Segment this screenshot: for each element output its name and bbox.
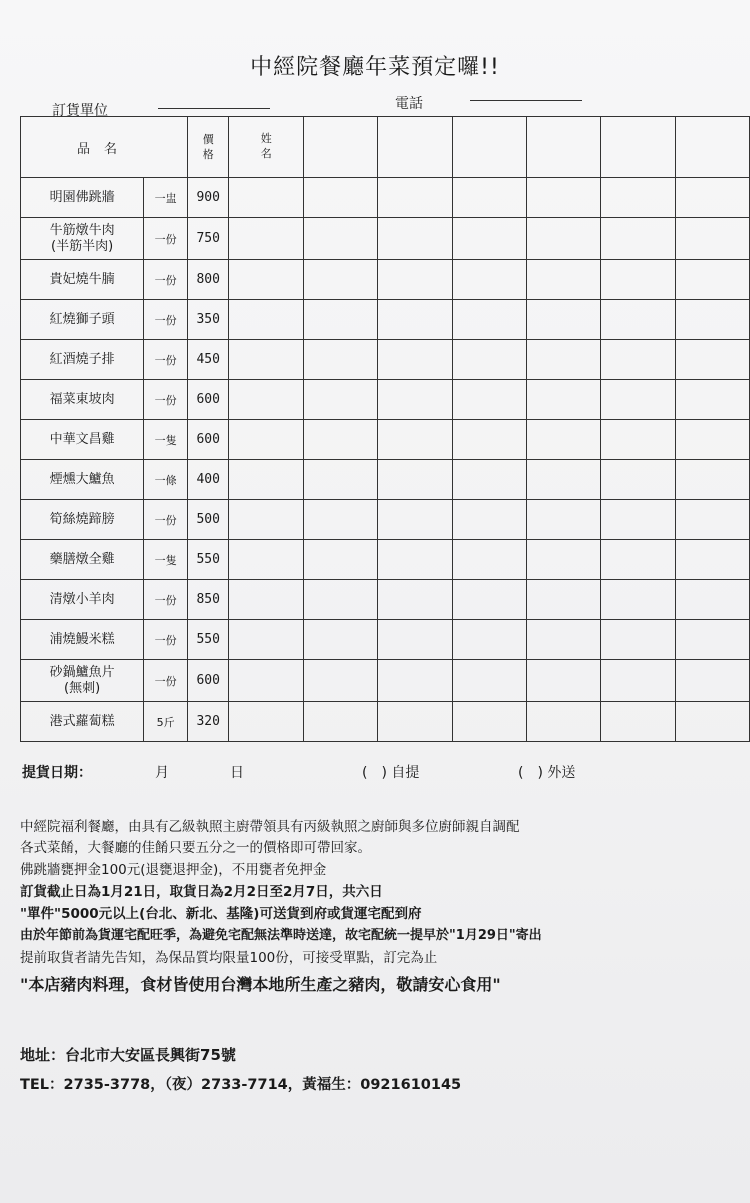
order-table xyxy=(20,116,750,742)
item-unit: 一份 xyxy=(144,300,188,340)
quantity-entry-cell[interactable] xyxy=(675,500,749,540)
quantity-entry-cell[interactable] xyxy=(378,460,452,500)
quantity-entry-cell[interactable] xyxy=(675,340,749,380)
quantity-entry-cell[interactable] xyxy=(452,420,526,460)
quantity-entry-cell[interactable] xyxy=(527,580,601,620)
quantity-entry-cell[interactable] xyxy=(452,340,526,380)
item-price: 800 xyxy=(188,260,229,300)
quantity-entry-cell[interactable] xyxy=(601,178,675,218)
quantity-entry-cell[interactable] xyxy=(378,300,452,340)
col-header-item-name: 品名 xyxy=(21,117,188,178)
address-text: 地址：台北市大安區長興街75號 xyxy=(20,1046,236,1064)
item-name: 砂鍋鱸魚片 (無刺) xyxy=(21,660,144,702)
table-row xyxy=(21,420,750,460)
pickup-day-label: 日 xyxy=(230,765,244,781)
table-row xyxy=(21,500,750,540)
quantity-entry-cell[interactable] xyxy=(304,340,378,380)
delivery-option[interactable]: ( ) 外送 xyxy=(518,765,576,781)
quantity-entry-cell[interactable] xyxy=(675,420,749,460)
quantity-entry-cell[interactable] xyxy=(527,702,601,742)
quantity-entry-cell[interactable] xyxy=(675,300,749,340)
item-name: 藥膳燉全雞 xyxy=(21,540,144,580)
quantity-entry-cell[interactable] xyxy=(452,460,526,500)
quantity-entry-cell[interactable] xyxy=(452,660,526,702)
table-row xyxy=(21,702,750,742)
item-unit: 一份 xyxy=(144,380,188,420)
col-header-customer-name: 姓名 xyxy=(229,117,304,178)
table-row xyxy=(21,340,750,380)
quantity-entry-cell[interactable] xyxy=(304,620,378,660)
note-line-6: 由於年節前為貨運宅配旺季，為避免宅配無法準時送達，故宅配統一提早於"1月29日"寄出 xyxy=(20,928,542,943)
item-unit: 一份 xyxy=(144,340,188,380)
quantity-entry-cell[interactable] xyxy=(304,380,378,420)
table-header-row xyxy=(21,117,750,178)
quantity-entry-cell[interactable] xyxy=(229,380,304,420)
item-name: 煙燻大鱸魚 xyxy=(21,460,144,500)
note-line-5: "單件"5000元以上(台北、新北、基隆)可送貨到府或貨運宅配到府 xyxy=(20,906,422,922)
blank-header-cell xyxy=(601,117,675,178)
quantity-entry-cell[interactable] xyxy=(229,460,304,500)
quantity-entry-cell[interactable] xyxy=(527,660,601,702)
blank-header-cell xyxy=(304,117,378,178)
quantity-entry-cell[interactable] xyxy=(601,500,675,540)
self-pickup-option[interactable]: ( ) 自提 xyxy=(362,765,420,781)
quantity-entry-cell[interactable] xyxy=(675,580,749,620)
quantity-entry-cell[interactable] xyxy=(527,460,601,500)
quantity-entry-cell[interactable] xyxy=(527,380,601,420)
quantity-entry-cell[interactable] xyxy=(378,702,452,742)
phone-line[interactable] xyxy=(470,100,582,101)
item-name: 紅燒獅子頭 xyxy=(21,300,144,340)
quantity-entry-cell[interactable] xyxy=(304,218,378,260)
quantity-entry-cell[interactable] xyxy=(527,540,601,580)
quantity-entry-cell[interactable] xyxy=(452,580,526,620)
item-name: 貴妃燒牛腩 xyxy=(21,260,144,300)
quantity-entry-cell[interactable] xyxy=(675,460,749,500)
quantity-entry-cell[interactable] xyxy=(378,218,452,260)
quantity-entry-cell[interactable] xyxy=(452,380,526,420)
quantity-entry-cell[interactable] xyxy=(229,620,304,660)
blank-header-cell xyxy=(527,117,601,178)
quantity-entry-cell[interactable] xyxy=(601,300,675,340)
table-row xyxy=(21,660,750,702)
item-name: 港式蘿蔔糕 xyxy=(21,702,144,742)
quantity-entry-cell[interactable] xyxy=(452,620,526,660)
table-row xyxy=(21,300,750,340)
item-name: 清燉小羊肉 xyxy=(21,580,144,620)
quantity-entry-cell[interactable] xyxy=(452,218,526,260)
phone-label: 電話 xyxy=(395,96,423,112)
quantity-entry-cell[interactable] xyxy=(452,300,526,340)
quantity-entry-cell[interactable] xyxy=(378,260,452,300)
quantity-entry-cell[interactable] xyxy=(229,300,304,340)
note-line-4: 訂貨截止日為1月21日，取貨日為2月2日至2月7日，共六日 xyxy=(20,884,383,900)
quantity-entry-cell[interactable] xyxy=(304,178,378,218)
table-row xyxy=(21,260,750,300)
blank-header-cell xyxy=(378,117,452,178)
quantity-entry-cell[interactable] xyxy=(378,660,452,702)
quantity-entry-cell[interactable] xyxy=(675,660,749,702)
quantity-entry-cell[interactable] xyxy=(229,500,304,540)
pork-notice: "本店豬肉料理，食材皆使用台灣本地所生產之豬肉，敬請安心食用" xyxy=(20,975,501,994)
quantity-entry-cell[interactable] xyxy=(304,300,378,340)
quantity-entry-cell[interactable] xyxy=(601,460,675,500)
quantity-entry-cell[interactable] xyxy=(675,540,749,580)
quantity-entry-cell[interactable] xyxy=(378,178,452,218)
item-price: 600 xyxy=(188,660,229,702)
item-name: 福菜東坡肉 xyxy=(21,380,144,420)
item-price: 750 xyxy=(188,218,229,260)
item-price: 600 xyxy=(188,380,229,420)
item-unit: 一份 xyxy=(144,580,188,620)
item-name: 牛筋燉牛肉 (半筋半肉) xyxy=(21,218,144,260)
item-price: 400 xyxy=(188,460,229,500)
quantity-entry-cell[interactable] xyxy=(527,500,601,540)
item-unit: 一份 xyxy=(144,660,188,702)
quantity-entry-cell[interactable] xyxy=(452,260,526,300)
blank-header-cell xyxy=(675,117,749,178)
note-line-1: 中經院福利餐廳，由具有乙級執照主廚帶領具有丙級執照之廚師與多位廚師親自調配 xyxy=(20,819,520,835)
item-unit: 5斤 xyxy=(144,702,188,742)
item-price: 500 xyxy=(188,500,229,540)
quantity-entry-cell[interactable] xyxy=(601,420,675,460)
quantity-entry-cell[interactable] xyxy=(527,420,601,460)
item-price: 550 xyxy=(188,620,229,660)
quantity-entry-cell[interactable] xyxy=(378,340,452,380)
quantity-entry-cell[interactable] xyxy=(378,580,452,620)
quantity-entry-cell[interactable] xyxy=(304,702,378,742)
quantity-entry-cell[interactable] xyxy=(527,300,601,340)
item-unit: 一盅 xyxy=(144,178,188,218)
quantity-entry-cell[interactable] xyxy=(601,380,675,420)
item-price: 600 xyxy=(188,420,229,460)
quantity-entry-cell[interactable] xyxy=(304,460,378,500)
item-name: 明園佛跳牆 xyxy=(21,178,144,218)
quantity-entry-cell[interactable] xyxy=(452,540,526,580)
order-unit-line[interactable] xyxy=(158,108,270,109)
item-unit: 一隻 xyxy=(144,420,188,460)
quantity-entry-cell[interactable] xyxy=(452,178,526,218)
item-name: 筍絲燒蹄膀 xyxy=(21,500,144,540)
quantity-entry-cell[interactable] xyxy=(378,620,452,660)
order-unit-label: 訂貨單位 xyxy=(52,103,108,119)
item-price: 850 xyxy=(188,580,229,620)
table-row xyxy=(21,580,750,620)
quantity-entry-cell[interactable] xyxy=(601,702,675,742)
pickup-date-label: 提貨日期： xyxy=(22,765,92,781)
quantity-entry-cell[interactable] xyxy=(304,420,378,460)
quantity-entry-cell[interactable] xyxy=(675,620,749,660)
quantity-entry-cell[interactable] xyxy=(452,500,526,540)
quantity-entry-cell[interactable] xyxy=(378,540,452,580)
col-header-price: 價格 xyxy=(188,117,229,178)
quantity-entry-cell[interactable] xyxy=(229,218,304,260)
quantity-entry-cell[interactable] xyxy=(304,500,378,540)
table-row xyxy=(21,620,750,660)
quantity-entry-cell[interactable] xyxy=(229,660,304,702)
item-price: 320 xyxy=(188,702,229,742)
item-unit: 一份 xyxy=(144,260,188,300)
blank-header-cell xyxy=(452,117,526,178)
quantity-entry-cell[interactable] xyxy=(229,580,304,620)
quantity-entry-cell[interactable] xyxy=(527,340,601,380)
quantity-entry-cell[interactable] xyxy=(675,380,749,420)
item-unit: 一份 xyxy=(144,218,188,260)
table-row xyxy=(21,380,750,420)
quantity-entry-cell[interactable] xyxy=(229,420,304,460)
table-row xyxy=(21,218,750,260)
form-title: 中經院餐廳年菜預定囉!! xyxy=(250,55,500,80)
item-price: 350 xyxy=(188,300,229,340)
pickup-month-label: 月 xyxy=(155,765,169,781)
quantity-entry-cell[interactable] xyxy=(527,620,601,660)
item-unit: 一隻 xyxy=(144,540,188,580)
quantity-entry-cell[interactable] xyxy=(378,420,452,460)
item-price: 900 xyxy=(188,178,229,218)
quantity-entry-cell[interactable] xyxy=(229,178,304,218)
quantity-entry-cell[interactable] xyxy=(601,260,675,300)
quantity-entry-cell[interactable] xyxy=(304,660,378,702)
quantity-entry-cell[interactable] xyxy=(527,218,601,260)
quantity-entry-cell[interactable] xyxy=(527,260,601,300)
item-unit: 一條 xyxy=(144,460,188,500)
item-unit: 一份 xyxy=(144,500,188,540)
quantity-entry-cell[interactable] xyxy=(601,218,675,260)
quantity-entry-cell[interactable] xyxy=(229,702,304,742)
quantity-entry-cell[interactable] xyxy=(601,620,675,660)
note-line-7: 提前取貨者請先告知，為保品質均限量100份，可接受單點，訂完為止 xyxy=(20,950,438,966)
item-unit: 一份 xyxy=(144,620,188,660)
quantity-entry-cell[interactable] xyxy=(675,178,749,218)
quantity-entry-cell[interactable] xyxy=(229,340,304,380)
table-row xyxy=(21,540,750,580)
table-row xyxy=(21,460,750,500)
table-row xyxy=(21,178,750,218)
item-price: 550 xyxy=(188,540,229,580)
quantity-entry-cell[interactable] xyxy=(675,702,749,742)
quantity-entry-cell[interactable] xyxy=(229,540,304,580)
quantity-entry-cell[interactable] xyxy=(601,540,675,580)
telephone-text: TEL：2735-3778，（夜）2733-7714，黃福生：0921610145 xyxy=(20,1077,462,1093)
quantity-entry-cell[interactable] xyxy=(675,260,749,300)
quantity-entry-cell[interactable] xyxy=(229,260,304,300)
note-line-3: 佛跳牆甕押金100元(退甕退押金)，不用甕者免押金 xyxy=(20,862,327,878)
quantity-entry-cell[interactable] xyxy=(378,380,452,420)
quantity-entry-cell[interactable] xyxy=(304,540,378,580)
item-price: 450 xyxy=(188,340,229,380)
quantity-entry-cell[interactable] xyxy=(527,178,601,218)
quantity-entry-cell[interactable] xyxy=(304,580,378,620)
quantity-entry-cell[interactable] xyxy=(601,580,675,620)
quantity-entry-cell[interactable] xyxy=(304,260,378,300)
item-name: 浦燒鰻米糕 xyxy=(21,620,144,660)
item-name: 中華文昌雞 xyxy=(21,420,144,460)
item-name: 紅酒燒子排 xyxy=(21,340,144,380)
quantity-entry-cell[interactable] xyxy=(601,340,675,380)
quantity-entry-cell[interactable] xyxy=(378,500,452,540)
note-line-2: 各式菜餚，大餐廳的佳餚只要五分之一的價格即可帶回家。 xyxy=(20,840,371,856)
quantity-entry-cell[interactable] xyxy=(452,702,526,742)
quantity-entry-cell[interactable] xyxy=(675,218,749,260)
quantity-entry-cell[interactable] xyxy=(601,660,675,702)
